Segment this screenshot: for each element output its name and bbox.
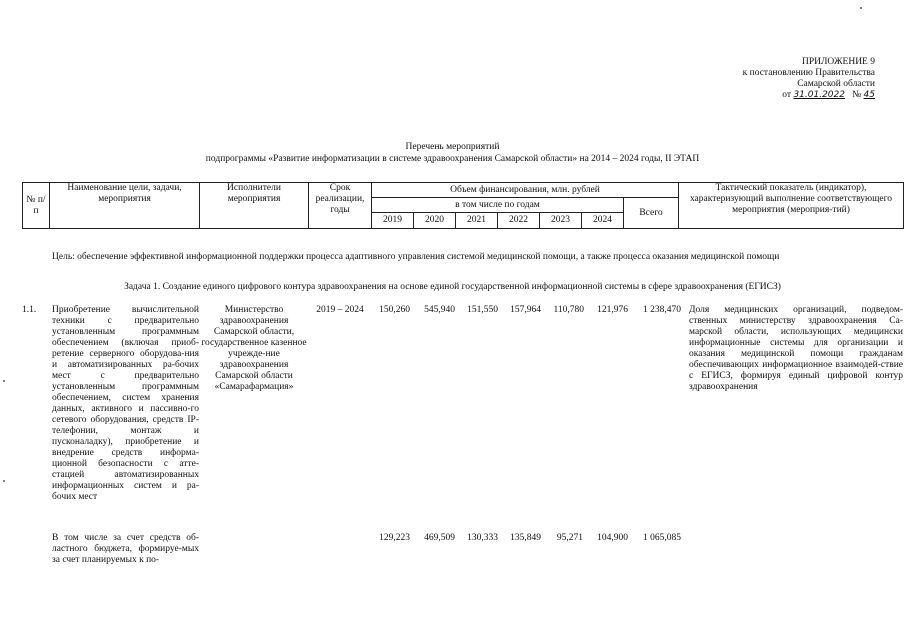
header-total: Всего bbox=[624, 198, 679, 229]
scan-speck bbox=[3, 380, 5, 382]
scan-speck bbox=[3, 480, 5, 482]
scan-speck bbox=[860, 7, 862, 9]
row-number: 1.1. bbox=[22, 305, 37, 315]
row-indicator: Доля медицинских организаций, подведом-ственных министерству здравоохранения Са-марской области, использующих медицински информационные системы для организации и оказания медицинской помощи гражданам обеспечивающих информационное взаимодей-ствие с ЕГИСЗ, формируя единый цифровой контур здравоохранения bbox=[689, 305, 903, 392]
row2-value-2020: 469,509 bbox=[424, 533, 455, 543]
goal-text: Цель: обеспечение эффективной информационной поддержки процесса адаптивного управления системой медицинской помощи, а также процесса оказания медицинской помощи bbox=[52, 252, 780, 262]
row2-value-2023: 95,271 bbox=[556, 533, 583, 543]
row2-value-2022: 135,849 bbox=[510, 533, 541, 543]
row-value-2023: 110,780 bbox=[553, 305, 584, 315]
header-year: 2022 bbox=[498, 213, 540, 229]
header-period: Срок реализации, годы bbox=[309, 183, 372, 229]
header-year: 2023 bbox=[540, 213, 582, 229]
header-funding: Объем финансирования, млн. рублей bbox=[372, 183, 679, 198]
row-period: 2019 – 2024 bbox=[316, 305, 364, 315]
row-value-2024: 121,976 bbox=[597, 305, 628, 315]
row-value-2021: 151,550 bbox=[467, 305, 498, 315]
header-executor: Исполнители мероприятия bbox=[200, 183, 309, 229]
appendix-date-line bbox=[700, 90, 875, 101]
appendix-line3: Самарской области bbox=[797, 79, 875, 89]
appendix-line2: к постановлению Правительства bbox=[742, 68, 875, 78]
row-value-2022: 157,964 bbox=[510, 305, 541, 315]
row2-total: 1 065,085 bbox=[643, 533, 681, 543]
title-line2: подпрограммы «Развитие информатизации в системе здравоохранения Самарской области» на 2014 – 2024 годы, II ЭТАП bbox=[205, 154, 700, 164]
header-by-years: в том числе по годам bbox=[372, 198, 624, 213]
appendix-block bbox=[700, 57, 875, 101]
date-prefix: от bbox=[782, 90, 792, 100]
row2-name: В том числе за счет средств об-ластного бюджета, формируе-мых за счет планируемых к по- bbox=[52, 533, 199, 565]
number-value: 45 bbox=[863, 90, 875, 100]
row-name: Приобретение вычислительной техники с предварительно установленным программным обеспечением (включая приоб-ретение серверного оборудова-ния и автоматизированных ра-бочих мест с предварительно установленным программным обеспечением, систем хранения данных, активного и пассивно-го сетевого оборудования, средств IP-телефонии, монтаж и пусконаладку), приобретение и внедрение средств информа-ционной безопасности с атте-стацией автоматизированных информационных систем и ра-бочих мест bbox=[52, 305, 199, 502]
header-indicator: Тактический показатель (индикатор), характеризующий выполнение соответствующего мероприятия (мероприя-тий) bbox=[679, 183, 904, 229]
header-name: Наименование цели, задачи, мероприятия bbox=[50, 183, 200, 229]
header-year: 2019 bbox=[372, 213, 414, 229]
date-value: 31.01.2022 bbox=[793, 90, 845, 100]
document-title bbox=[0, 141, 905, 165]
row-value-2020: 545,940 bbox=[424, 305, 455, 315]
row-value-2019: 150,260 bbox=[379, 305, 410, 315]
row2-value-2021: 130,333 bbox=[467, 533, 498, 543]
row-total: 1 238,470 bbox=[643, 305, 681, 315]
title-line1: Перечень мероприятий bbox=[405, 142, 500, 152]
header-year: 2021 bbox=[456, 213, 498, 229]
header-num: № п/п bbox=[23, 183, 50, 229]
row-executor: Министерство здравоохранения Самарской области, государственное казенное учрежде-ние здравоохранения Самарской области «Самарафармация» bbox=[201, 305, 307, 392]
number-prefix: № bbox=[852, 90, 862, 100]
row2-value-2019: 129,223 bbox=[379, 533, 410, 543]
header-table bbox=[22, 182, 904, 229]
header-year: 2020 bbox=[414, 213, 456, 229]
appendix-title: ПРИЛОЖЕНИЕ 9 bbox=[801, 57, 875, 67]
row2-value-2024: 104,900 bbox=[597, 533, 628, 543]
task-text: Задача 1. Создание единого цифрового контура здравоохранения на основе единой государственной информационной системы в сфере здравоохранения (ЕГИСЗ) bbox=[124, 282, 781, 292]
header-year: 2024 bbox=[582, 213, 624, 229]
